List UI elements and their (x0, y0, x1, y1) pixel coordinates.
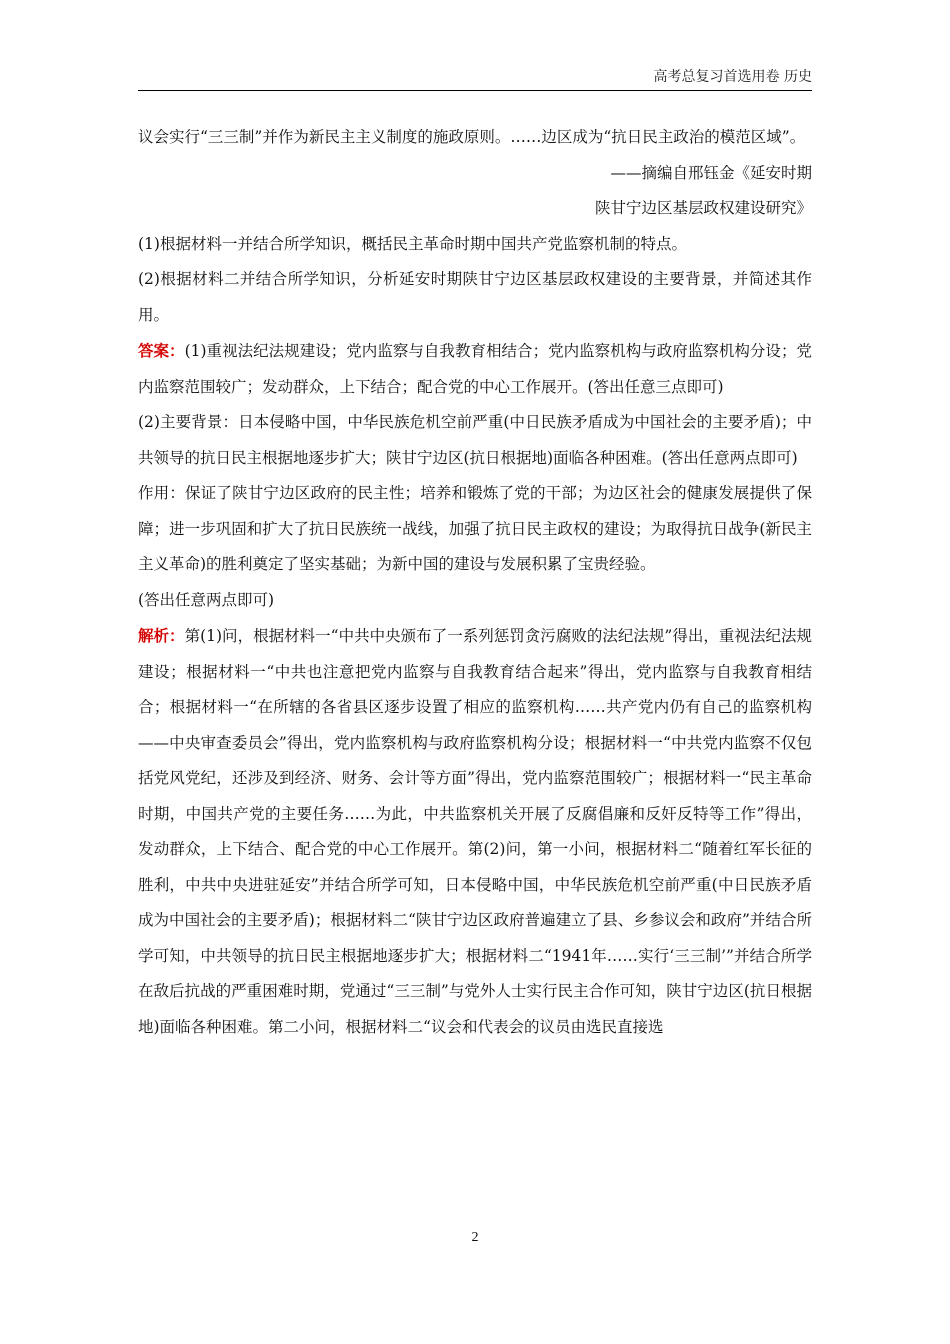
page-content (138, 120, 812, 1045)
material-source-line-1: ——摘编自邢钰金《延安时期 (610, 163, 812, 182)
header-divider (138, 90, 812, 91)
answer-label: 答案： (138, 341, 185, 360)
material-text: 议会实行“三三制”并作为新民主主义制度的施政原则。……边区成为“抗日民主政治的模范区域”。 (138, 128, 806, 146)
analysis-label: 解析： (138, 626, 185, 645)
question-1: (1)根据材料一并结合所学知识，概括民主革命时期中国共产党监察机制的特点。 (138, 234, 687, 253)
answer-2-note: (答出任意两点即可) (138, 590, 275, 609)
analysis-text: 第(1)问，根据材料一“中共中央颁布了一系列惩罚贪污腐败的法纪法规”得出，重视法纪法规建设；根据材料一“中共也注意把党内监察与自我教育结合起来”得出，党内监察与自我教育相结合；根据材料一“在所辖的各省县区逐步设置了相应的监察机构……共产党内仍有自己的监察机构——中央审查委员会”得出，党内监察机构与政府监察机构分设；根据材料一“中共党内监察不仅包括党风党纪，还涉及到经济、财务、会计等方面”得出，党内监察范围较广；根据材料一“民主革命时期，中国共产党的主要任务……为此，中共监察机关开展了反腐倡廉和反奸反特等工作”得出，发动群众，上下结合、配合党的中心工作展开。第(2)问，第一小问，根据材料二“随着红军长征的胜利，中共中央进驻延安”并结合所学可知，日本侵略中国，中华民族危机空前严重(中日民族矛盾成为中国社会的主要矛盾)；根据材料二“陕甘宁边区政府普遍建立了县、乡参议会和政府”并结合所学可知，中共领导的抗日民主根据地逐步扩大；根据材料二“1941年……实行‘三三制’”并结合所学在敌后抗战的严重困难时期，党通过“三三制”与党外人士实行民主合作可知，陕甘宁边区(抗日根据地)面临各种困难。第二小问，根据材料二“议会和代表会的议员由选民直接选 (138, 627, 812, 1036)
material-source-line-2: 陕甘宁边区基层政权建设研究》 (594, 199, 812, 217)
answer-2-background: (2)主要背景：日本侵略中国，中华民族危机空前严重(中日民族矛盾成为中国社会的主要矛盾)；中共领导的抗日民主根据地逐步扩大；陕甘宁边区(抗日根据地)面临各种困难。(答出任意两点即可) (138, 413, 812, 467)
answer-1-text: (1)重视法纪法规建设；党内监察与自我教育相结合；党内监察机构与政府监察机构分设；党内监察范围较广；发动群众，上下结合；配合党的中心工作展开。(答出任意三点即可) (138, 342, 812, 396)
question-2: (2)根据材料二并结合所学知识，分析延安时期陕甘宁边区基层政权建设的主要背景，并简述其作用。 (138, 270, 812, 324)
answer-1 (138, 333, 812, 405)
page-number: 2 (471, 1230, 479, 1245)
analysis (138, 618, 812, 1045)
header-title: 高考总复习首选用卷 历史 (653, 69, 812, 85)
answer-2-effect: 作用：保证了陕甘宁边区政府的民主性；培养和锻炼了党的干部；为边区社会的健康发展提供了保障；进一步巩固和扩大了抗日民族统一战线，加强了抗日民主政权的建设；为取得抗日战争(新民主主义革命)的胜利奠定了坚实基础；为新中国的建设与发展积累了宝贵经验。 (138, 484, 812, 573)
